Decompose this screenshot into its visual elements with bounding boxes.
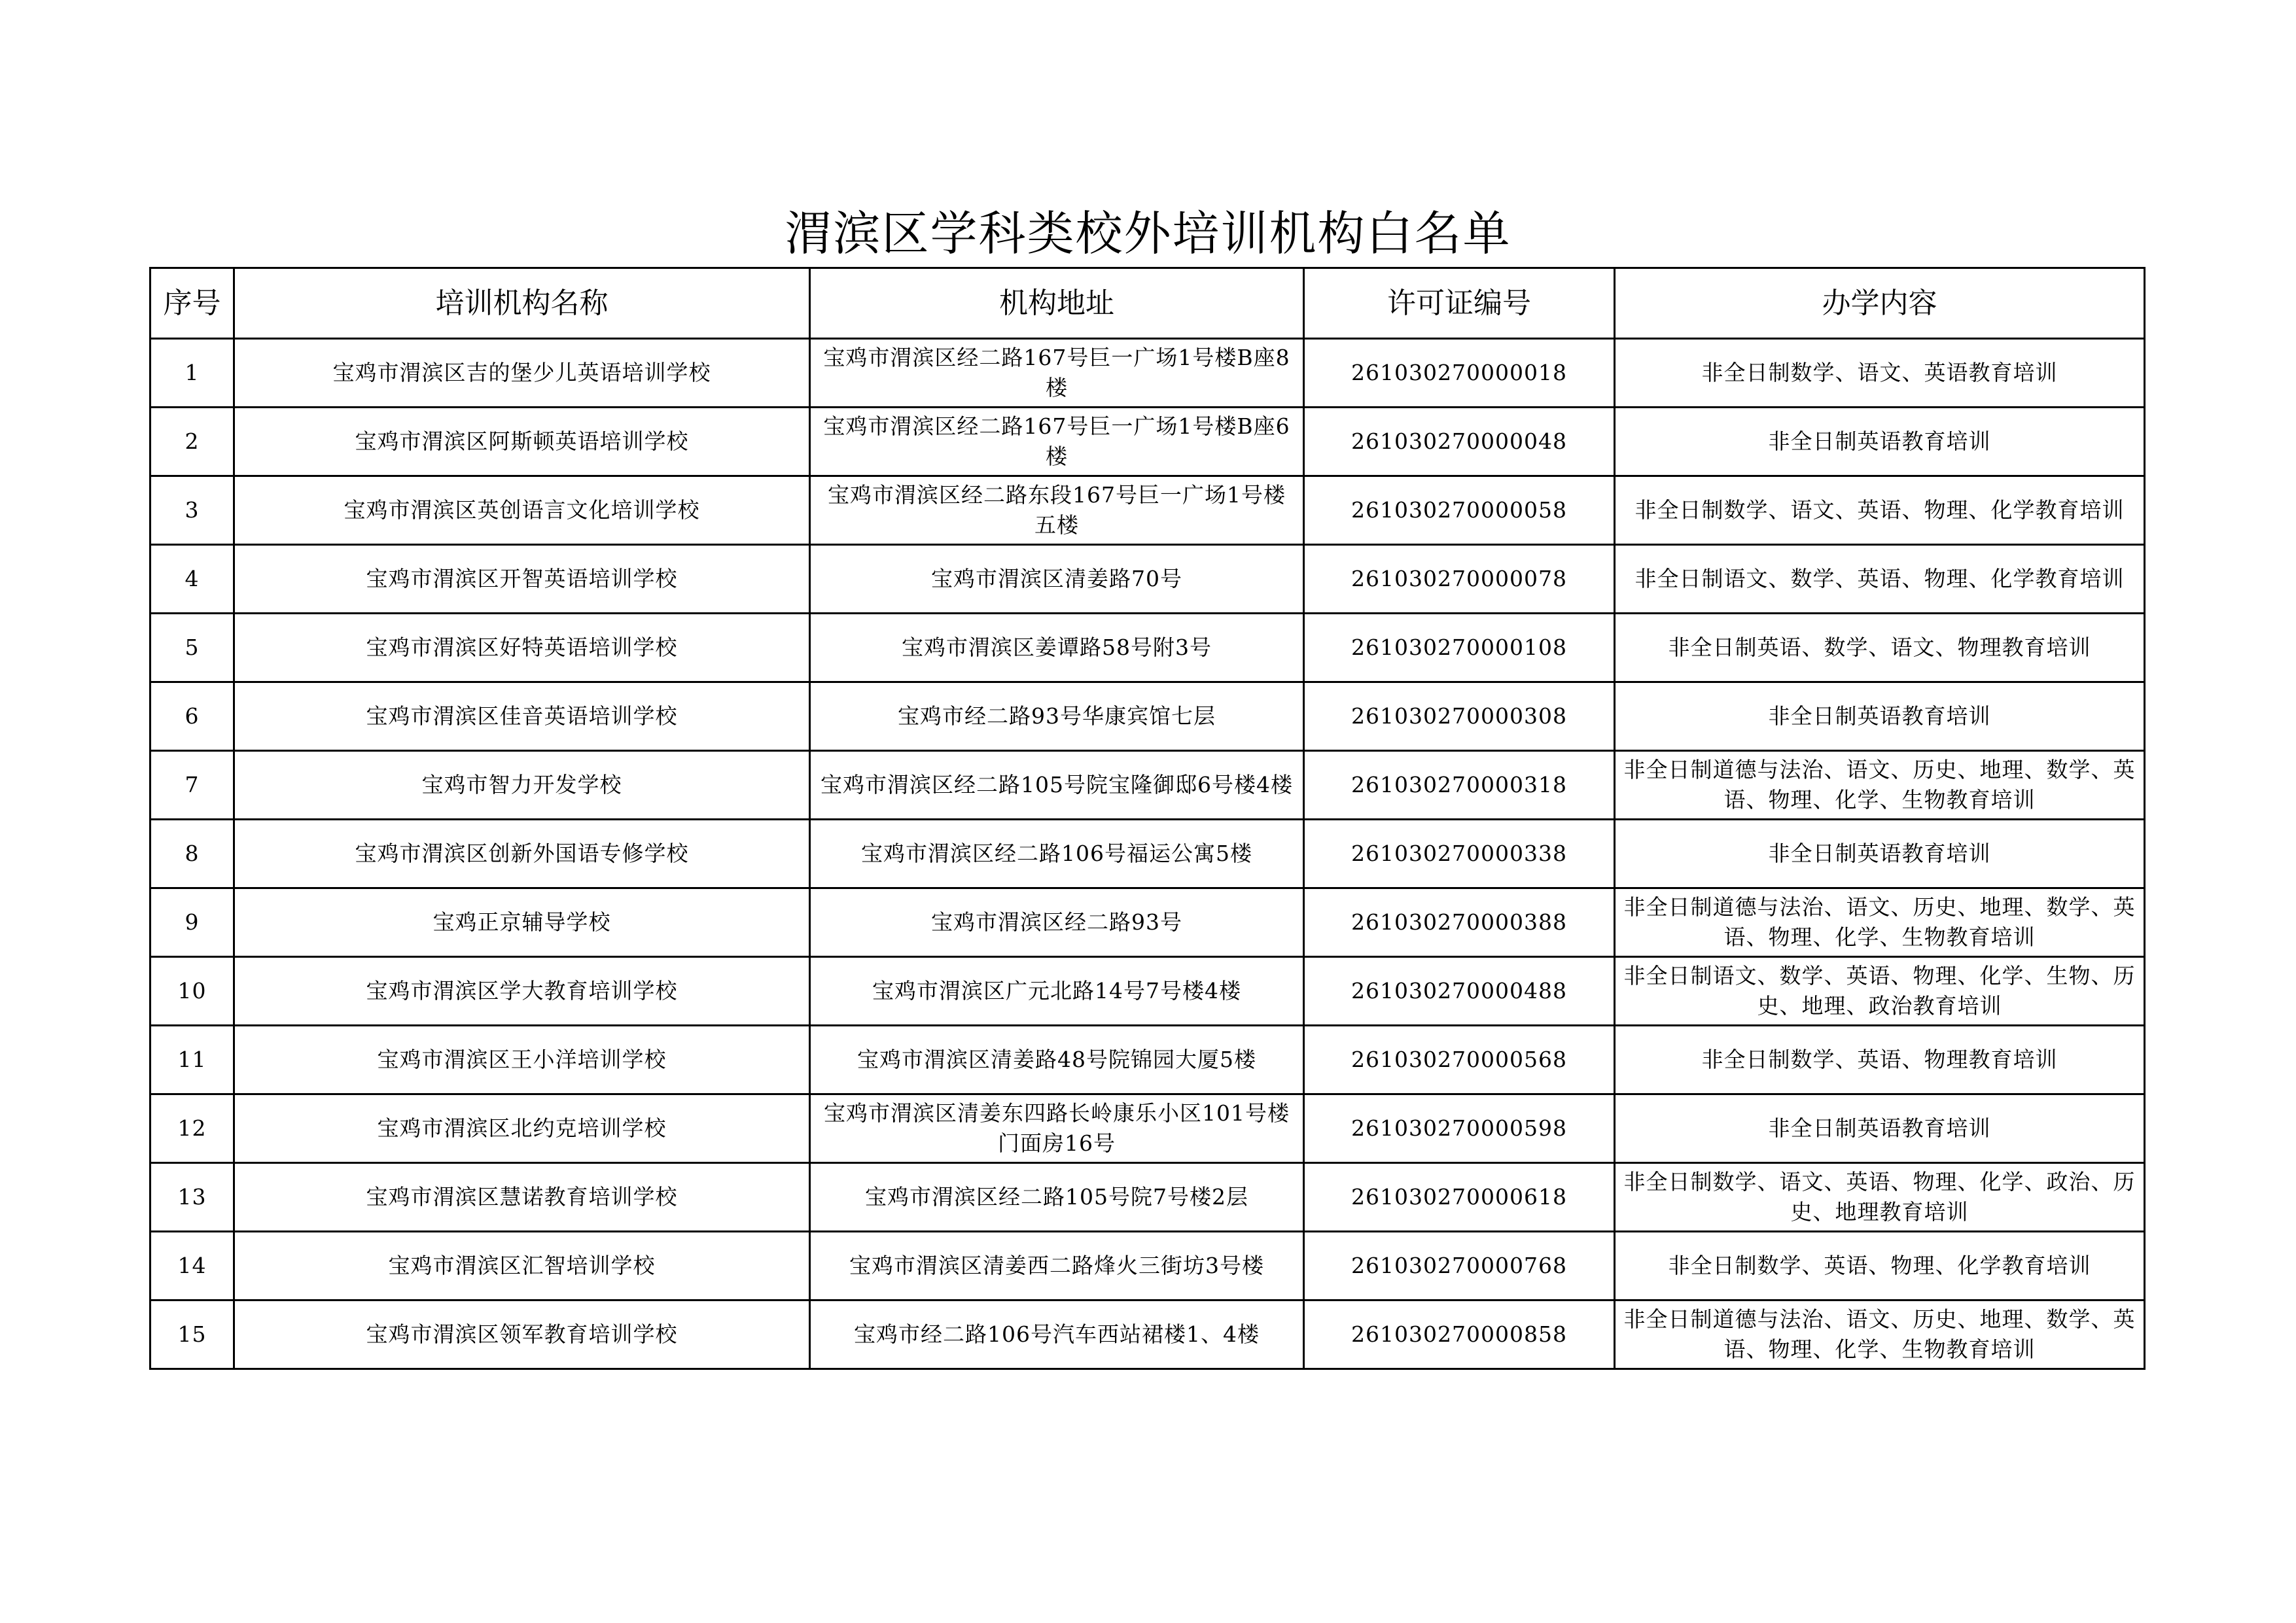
cell-license-number: 261030270000858	[1304, 1300, 1615, 1369]
cell-school-content: 非全日制英语教育培训	[1615, 408, 2145, 476]
header-institution-address: 机构地址	[810, 268, 1304, 339]
cell-institution-address: 宝鸡市渭滨区经二路东段167号巨一广场1号楼五楼	[810, 476, 1304, 545]
cell-institution-address: 宝鸡市渭滨区清姜东四路长岭康乐小区101号楼门面房16号	[810, 1094, 1304, 1163]
cell-school-content: 非全日制英语教育培训	[1615, 820, 2145, 888]
cell-license-number: 261030270000768	[1304, 1232, 1615, 1300]
cell-institution-address: 宝鸡市渭滨区经二路105号院宝隆御邸6号楼4楼	[810, 751, 1304, 820]
cell-school-content: 非全日制语文、数学、英语、物理、化学教育培训	[1615, 545, 2145, 614]
cell-school-content: 非全日制数学、语文、英语教育培训	[1615, 339, 2145, 408]
table-row	[150, 751, 2145, 820]
cell-serial-number: 4	[150, 545, 234, 614]
cell-license-number: 261030270000338	[1304, 820, 1615, 888]
cell-institution-name: 宝鸡市渭滨区英创语言文化培训学校	[234, 476, 810, 545]
cell-serial-number: 10	[150, 957, 234, 1026]
cell-institution-name: 宝鸡市渭滨区阿斯顿英语培训学校	[234, 408, 810, 476]
cell-institution-name: 宝鸡市渭滨区好特英语培训学校	[234, 614, 810, 682]
header-school-content: 办学内容	[1615, 268, 2145, 339]
cell-school-content: 非全日制语文、数学、英语、物理、化学、生物、历史、地理、政治教育培训	[1615, 957, 2145, 1026]
cell-school-content: 非全日制数学、英语、物理教育培训	[1615, 1026, 2145, 1094]
cell-serial-number: 6	[150, 682, 234, 751]
cell-institution-address: 宝鸡市经二路106号汽车西站裙楼1、4楼	[810, 1300, 1304, 1369]
header-institution-name: 培训机构名称	[234, 268, 810, 339]
table-row	[150, 339, 2145, 408]
cell-institution-address: 宝鸡市渭滨区经二路105号院7号楼2层	[810, 1163, 1304, 1232]
cell-school-content: 非全日制道德与法治、语文、历史、地理、数学、英语、物理、化学、生物教育培训	[1615, 888, 2145, 957]
cell-license-number: 261030270000058	[1304, 476, 1615, 545]
cell-license-number: 261030270000018	[1304, 339, 1615, 408]
cell-institution-address: 宝鸡市渭滨区清姜西二路烽火三街坊3号楼	[810, 1232, 1304, 1300]
cell-institution-name: 宝鸡市渭滨区北约克培训学校	[234, 1094, 810, 1163]
cell-serial-number: 1	[150, 339, 234, 408]
cell-serial-number: 9	[150, 888, 234, 957]
table-row	[150, 1094, 2145, 1163]
cell-serial-number: 13	[150, 1163, 234, 1232]
cell-institution-name: 宝鸡市渭滨区领军教育培训学校	[234, 1300, 810, 1369]
table-header-row	[150, 268, 2145, 339]
cell-license-number: 261030270000048	[1304, 408, 1615, 476]
table-row	[150, 1300, 2145, 1369]
cell-serial-number: 2	[150, 408, 234, 476]
table-row	[150, 614, 2145, 682]
header-license-number: 许可证编号	[1304, 268, 1615, 339]
cell-serial-number: 3	[150, 476, 234, 545]
cell-institution-address: 宝鸡市渭滨区清姜路70号	[810, 545, 1304, 614]
cell-institution-name: 宝鸡市渭滨区汇智培训学校	[234, 1232, 810, 1300]
cell-institution-address: 宝鸡市渭滨区清姜路48号院锦园大厦5楼	[810, 1026, 1304, 1094]
cell-serial-number: 11	[150, 1026, 234, 1094]
table-row	[150, 1026, 2145, 1094]
table-row	[150, 820, 2145, 888]
table-row	[150, 682, 2145, 751]
cell-institution-address: 宝鸡市渭滨区经二路93号	[810, 888, 1304, 957]
cell-school-content: 非全日制英语教育培训	[1615, 682, 2145, 751]
cell-license-number: 261030270000108	[1304, 614, 1615, 682]
cell-institution-name: 宝鸡市渭滨区学大教育培训学校	[234, 957, 810, 1026]
cell-institution-name: 宝鸡市渭滨区佳音英语培训学校	[234, 682, 810, 751]
cell-serial-number: 7	[150, 751, 234, 820]
cell-school-content: 非全日制数学、英语、物理、化学教育培训	[1615, 1232, 2145, 1300]
whitelist-table	[149, 267, 2146, 1370]
table-row	[150, 957, 2145, 1026]
cell-institution-address: 宝鸡市经二路93号华康宾馆七层	[810, 682, 1304, 751]
cell-serial-number: 8	[150, 820, 234, 888]
cell-institution-name: 宝鸡市渭滨区开智英语培训学校	[234, 545, 810, 614]
table-row	[150, 476, 2145, 545]
cell-license-number: 261030270000388	[1304, 888, 1615, 957]
table-row	[150, 888, 2145, 957]
cell-license-number: 261030270000308	[1304, 682, 1615, 751]
cell-school-content: 非全日制道德与法治、语文、历史、地理、数学、英语、物理、化学、生物教育培训	[1615, 751, 2145, 820]
cell-institution-name: 宝鸡正京辅导学校	[234, 888, 810, 957]
cell-institution-name: 宝鸡市智力开发学校	[234, 751, 810, 820]
table-row	[150, 545, 2145, 614]
table-row	[150, 1163, 2145, 1232]
header-serial-number: 序号	[150, 268, 234, 339]
cell-school-content: 非全日制数学、语文、英语、物理、化学教育培训	[1615, 476, 2145, 545]
cell-institution-address: 宝鸡市渭滨区经二路167号巨一广场1号楼B座6楼	[810, 408, 1304, 476]
cell-institution-address: 宝鸡市渭滨区经二路106号福运公寓5楼	[810, 820, 1304, 888]
cell-institution-name: 宝鸡市渭滨区王小洋培训学校	[234, 1026, 810, 1094]
cell-serial-number: 12	[150, 1094, 234, 1163]
cell-license-number: 261030270000318	[1304, 751, 1615, 820]
cell-institution-name: 宝鸡市渭滨区创新外国语专修学校	[234, 820, 810, 888]
document-title: 渭滨区学科类校外培训机构白名单	[785, 206, 1511, 261]
cell-license-number: 261030270000488	[1304, 957, 1615, 1026]
cell-institution-address: 宝鸡市渭滨区姜谭路58号附3号	[810, 614, 1304, 682]
cell-serial-number: 15	[150, 1300, 234, 1369]
cell-license-number: 261030270000078	[1304, 545, 1615, 614]
cell-license-number: 261030270000618	[1304, 1163, 1615, 1232]
cell-license-number: 261030270000568	[1304, 1026, 1615, 1094]
cell-institution-name: 宝鸡市渭滨区吉的堡少儿英语培训学校	[234, 339, 810, 408]
table-row	[150, 1232, 2145, 1300]
cell-school-content: 非全日制道德与法治、语文、历史、地理、数学、英语、物理、化学、生物教育培训	[1615, 1300, 2145, 1369]
cell-school-content: 非全日制英语教育培训	[1615, 1094, 2145, 1163]
table-row	[150, 408, 2145, 476]
cell-school-content: 非全日制英语、数学、语文、物理教育培训	[1615, 614, 2145, 682]
cell-serial-number: 5	[150, 614, 234, 682]
cell-license-number: 261030270000598	[1304, 1094, 1615, 1163]
cell-institution-address: 宝鸡市渭滨区经二路167号巨一广场1号楼B座8楼	[810, 339, 1304, 408]
cell-serial-number: 14	[150, 1232, 234, 1300]
cell-institution-address: 宝鸡市渭滨区广元北路14号7号楼4楼	[810, 957, 1304, 1026]
cell-institution-name: 宝鸡市渭滨区慧诺教育培训学校	[234, 1163, 810, 1232]
cell-school-content: 非全日制数学、语文、英语、物理、化学、政治、历史、地理教育培训	[1615, 1163, 2145, 1232]
